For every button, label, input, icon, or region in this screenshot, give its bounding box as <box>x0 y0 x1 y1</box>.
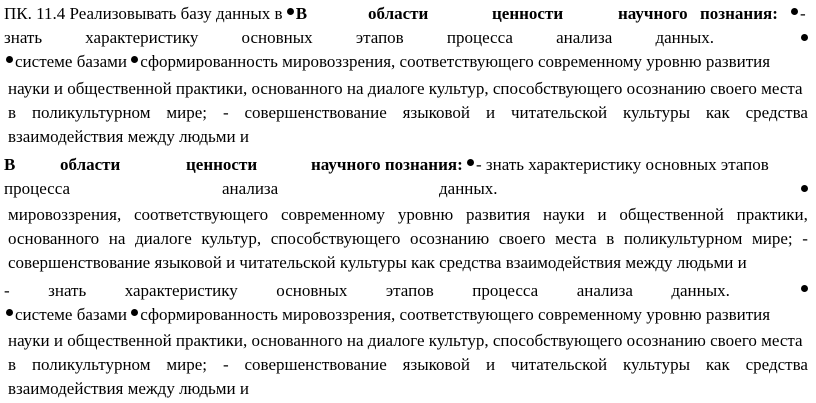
b3-l1-w3: основных <box>276 281 348 300</box>
b2-l3-w8: практики, <box>736 205 808 224</box>
b2-l1-w2: ценности <box>186 155 258 174</box>
b2-l4-w2: диалоге <box>135 229 192 248</box>
b3-l1-w2: характеристику <box>124 281 238 300</box>
b2-l4-w5: осознанию <box>409 229 490 248</box>
b2-l1-w3: научного познания: <box>311 155 463 174</box>
b2-l3-w6: и <box>597 205 607 224</box>
b1-l5-w6: и <box>485 103 496 122</box>
b1-l2-w5: анализа <box>556 28 613 47</box>
b1-l3a: системе базами <box>15 52 132 71</box>
b1-l2-w0: знать <box>4 28 43 47</box>
b1-l2-w1: характеристику <box>85 28 199 47</box>
bullet-icon <box>801 285 808 292</box>
b3-l4-w7: читательской <box>510 355 608 374</box>
b3-line-1 <box>0 279 816 303</box>
b2-line-1 <box>0 153 816 177</box>
b3-line-4 <box>0 353 816 377</box>
b2-l2-w0: процесса <box>4 179 71 198</box>
b1-line-1 <box>0 2 816 26</box>
b2-l2-w2: данных. <box>439 179 498 198</box>
b2-line-5 <box>0 251 816 275</box>
b2-l4-w11: - <box>802 229 808 248</box>
b3-line-2 <box>0 303 816 327</box>
b1-l1-w4: научного <box>618 4 688 23</box>
b1-line-4 <box>0 77 816 101</box>
b1-l5-w9: как <box>705 103 730 122</box>
b1-line-6 <box>0 125 816 149</box>
bullet-icon <box>801 185 808 192</box>
b2-line-3 <box>0 203 816 227</box>
b1-l5-w5: языковой <box>402 103 471 122</box>
b3-l1-w0: - <box>4 281 10 300</box>
b3-l1-w1: знать <box>48 281 87 300</box>
b1-l2-w4: процесса <box>446 28 513 47</box>
b2-l3-w0: мировоззрения, <box>8 205 122 224</box>
b3-l2b: сформированность мировоззрения, соответствующего современному уровню развития <box>140 305 771 324</box>
b1-l1-lead: ПК. 11.4 Реализовывать базу данных в <box>4 4 287 23</box>
b3-l4-w6: и <box>485 355 496 374</box>
b1-l2-w3: этапов <box>355 28 404 47</box>
b3-l5: взаимодействия между людьми и <box>8 379 249 398</box>
b1-line-5 <box>0 101 816 125</box>
b3-l1-w6: анализа <box>576 281 633 300</box>
b1-l3b: сформированность мировоззрения, соответствующего современному уровню развития <box>140 52 771 71</box>
b3-l4-w8: культуры <box>623 355 690 374</box>
b1-l5-w8: культуры <box>623 103 690 122</box>
b2-l1-w1: области <box>60 155 121 174</box>
b2-l4-w0: основанного <box>8 229 100 248</box>
b1-l1-w3: ценности <box>492 4 564 23</box>
bullet-icon <box>791 8 798 15</box>
b2-line-4 <box>0 227 816 251</box>
b2-l4-w6: своего <box>498 229 546 248</box>
bullet-icon <box>287 8 294 15</box>
b2-l1b: - знать характеристику основных этапов <box>475 155 769 174</box>
b2-line-2 <box>0 177 816 201</box>
b3-line-5 <box>0 377 816 401</box>
b1-l1-dash: - <box>800 4 806 23</box>
b2-l3-w4: развития <box>465 205 531 224</box>
b3-l4-w1: поликультурном <box>31 355 151 374</box>
b2-l4-w3: культур, <box>201 229 262 248</box>
b2-l4-w8: в <box>606 229 615 248</box>
b2-l5: совершенствование языковой и читательской культуры как средства взаимодействия между людьми и <box>8 253 747 272</box>
b1-l5-w7: читательской <box>510 103 608 122</box>
b2-l4-w4: способствующего <box>270 229 401 248</box>
b3-l4-w3: - <box>222 355 229 374</box>
bullet-icon <box>131 56 138 63</box>
b1-l2-w6: данных. <box>655 28 714 47</box>
b2-l3-w3: уровню <box>397 205 454 224</box>
b2-l3-w7: общественной <box>619 205 724 224</box>
bullet-icon <box>6 56 13 63</box>
b1-l5-w0: в <box>8 103 17 122</box>
b1-l5-w3: - <box>222 103 229 122</box>
b1-line-2 <box>0 26 816 50</box>
b3-l4-w5: языковой <box>402 355 471 374</box>
b3-l4-w2: мире; <box>166 355 208 374</box>
b3-l1-w4: этапов <box>385 281 434 300</box>
b2-l4-w10: мире; <box>751 229 793 248</box>
bullet-icon <box>467 159 474 166</box>
b1-l1-b: В <box>295 4 308 23</box>
b2-l3-w5: науки <box>543 205 585 224</box>
b2-l1-w0: В <box>4 155 16 174</box>
b1-l6: взаимодействия между людьми и <box>8 127 249 146</box>
b3-l3: науки и общественной практики, основанного на диалоге культур, способствующего осознанию своего места <box>8 331 803 350</box>
bullet-icon <box>801 34 808 41</box>
b1-l5-w1: поликультурном <box>31 103 151 122</box>
b3-l2a: системе базами <box>15 305 132 324</box>
b2-l3-w1: соответствующего <box>134 205 269 224</box>
bullet-icon <box>6 309 13 316</box>
b3-l1-w5: процесса <box>472 281 539 300</box>
b2-l4-w9: поликультурном <box>623 229 743 248</box>
b1-l5-w4: совершенствование <box>244 103 387 122</box>
bullet-icon <box>131 309 138 316</box>
b1-l5-w2: мире; <box>166 103 208 122</box>
b1-l5-w10: средства <box>745 103 808 122</box>
b3-l1-w7: данных. <box>671 281 730 300</box>
b3-l4-w0: в <box>8 355 17 374</box>
b2-l4-w1: на <box>108 229 126 248</box>
b1-l4: науки и общественной практики, основанного на диалоге культур, способствующего осознанию своего места <box>8 79 803 98</box>
b1-line-3 <box>0 50 816 74</box>
b2-l4-w7: места <box>555 229 597 248</box>
b1-l1-w2: области <box>368 4 429 23</box>
b2-l3-w2: современному <box>280 205 386 224</box>
b1-l2-w2: основных <box>241 28 313 47</box>
b1-l1-w5: познания: <box>700 4 778 23</box>
b3-line-3 <box>0 329 816 353</box>
b3-l4-w9: как <box>705 355 730 374</box>
b3-l4-w4: совершенствование <box>244 355 387 374</box>
b2-l2-w1: анализа <box>222 179 279 198</box>
b3-l4-w10: средства <box>745 355 808 374</box>
